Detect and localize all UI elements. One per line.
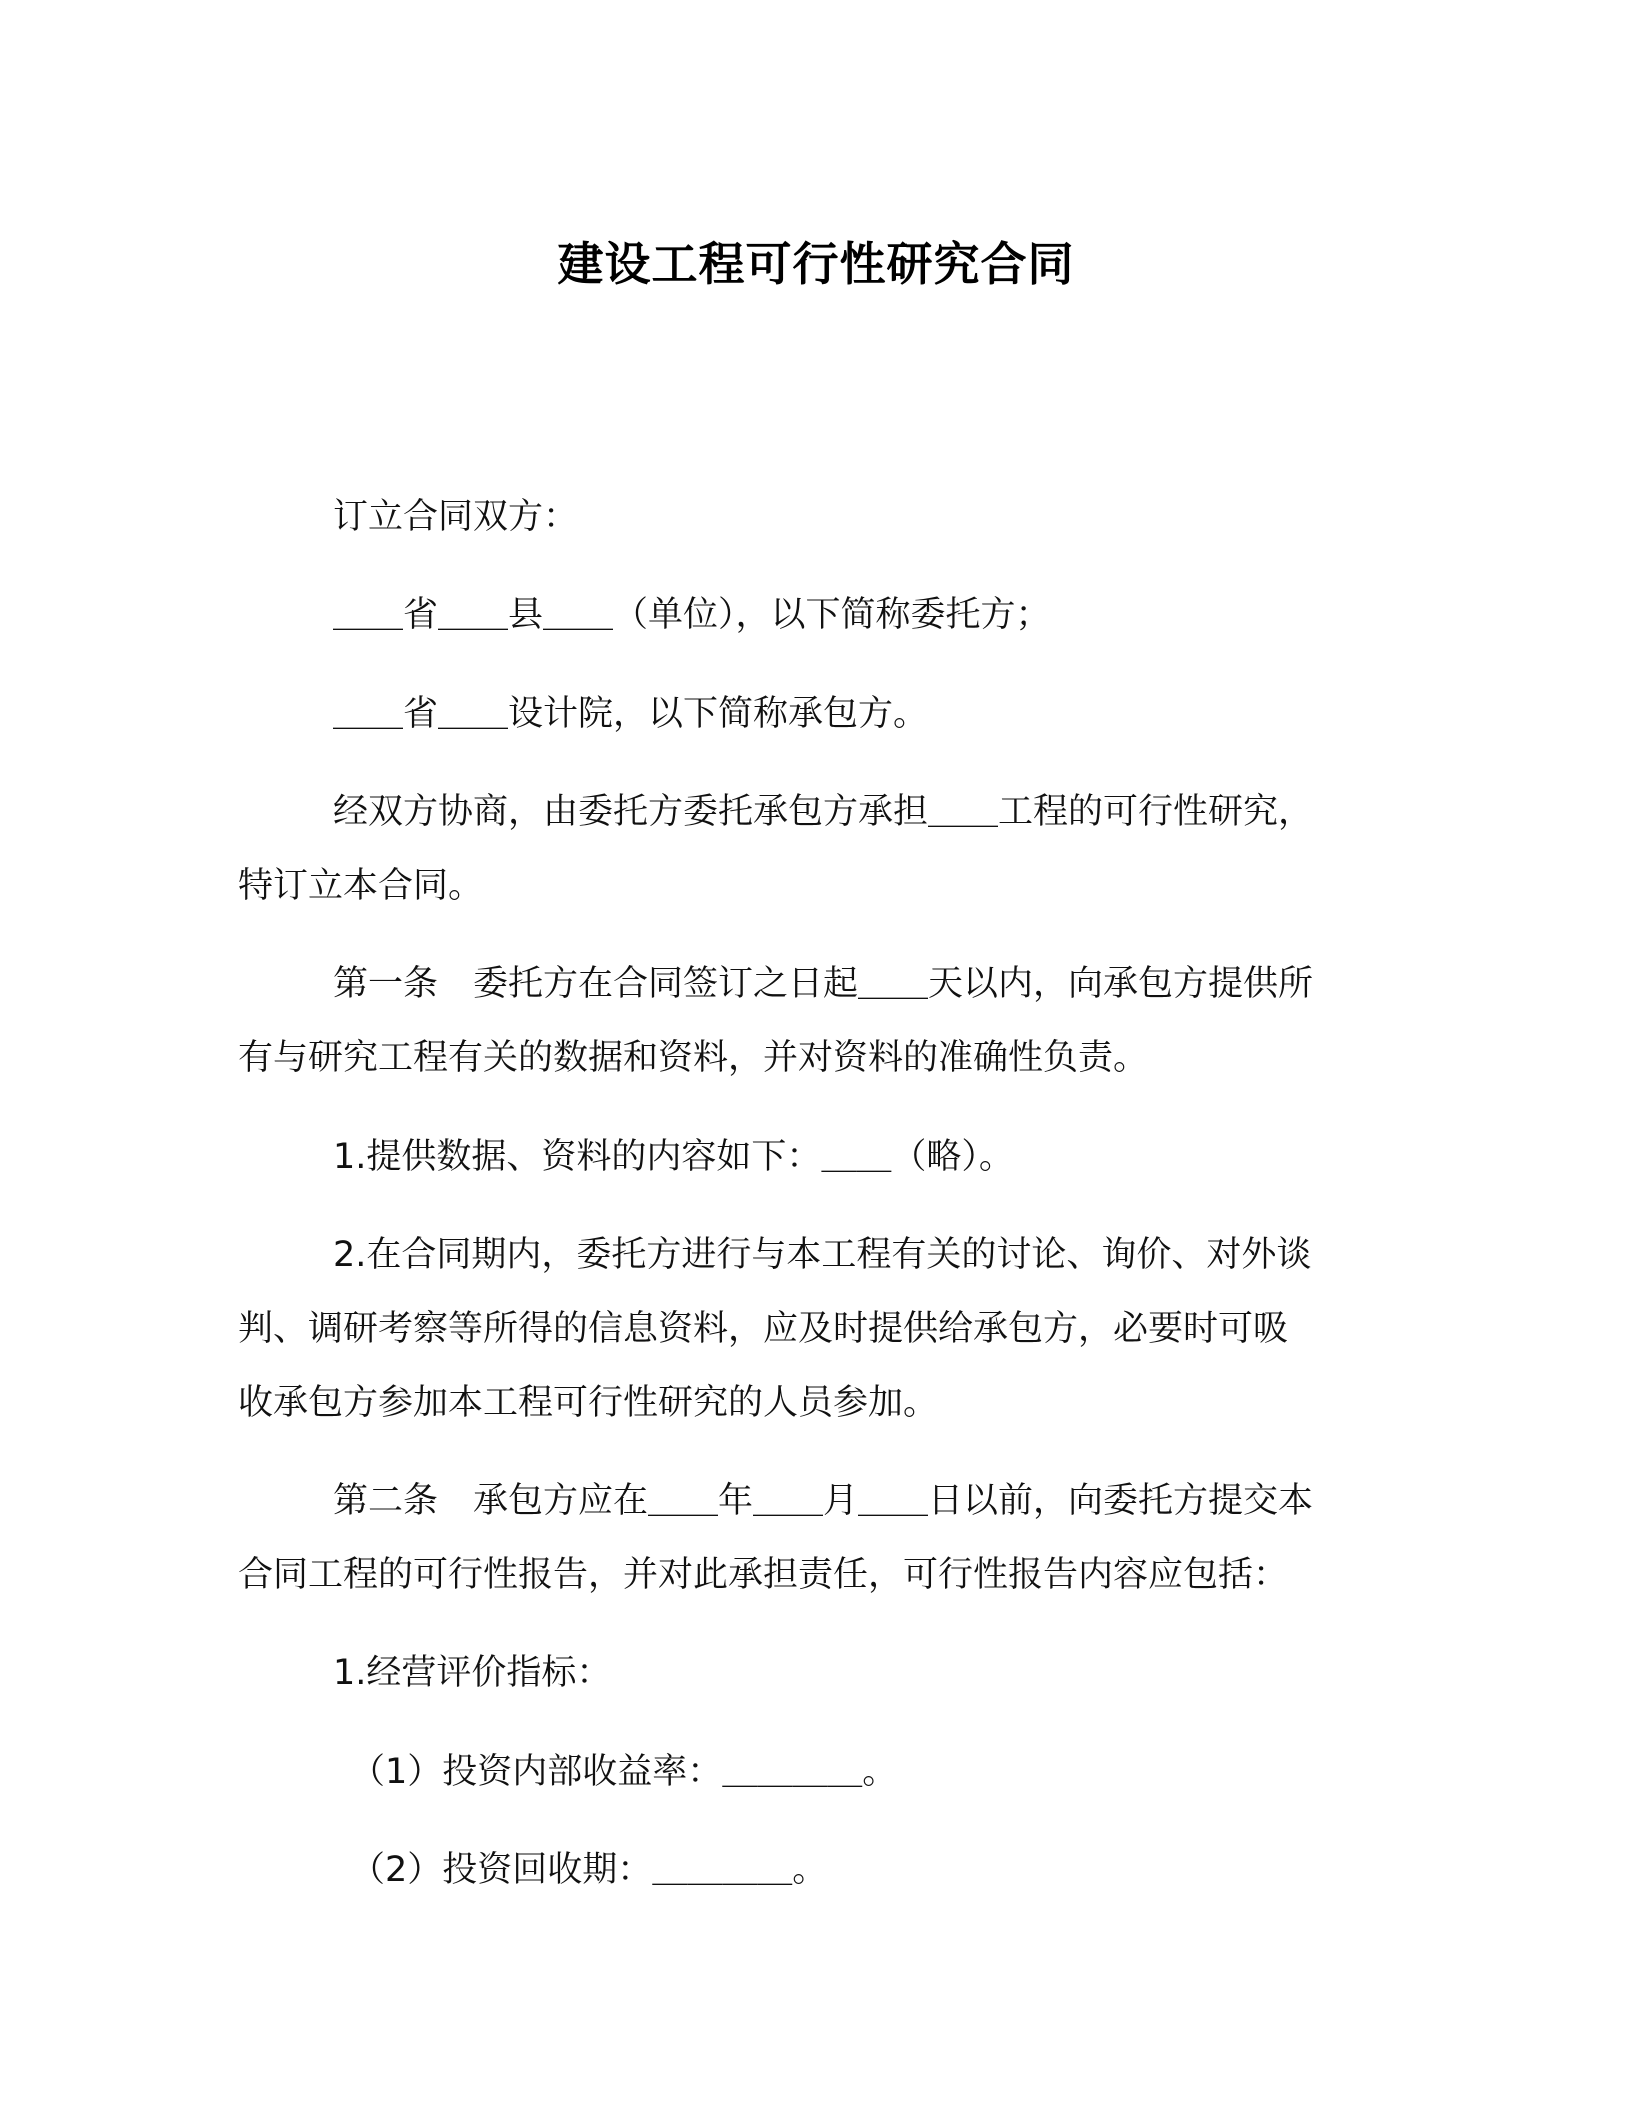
article-1-item-2-line-1: 2.在合同期内，委托方进行与本工程有关的讨论、询价、对外谈 — [333, 1235, 1312, 1275]
party-contractor-line: ＿＿省＿＿设计院，以下简称承包方。 — [333, 694, 929, 734]
article-2-line-2: 合同工程的可行性报告，并对此承担责任，可行性报告内容应包括： — [238, 1555, 1289, 1595]
article-1-item-1: 1.提供数据、资料的内容如下：＿＿（略）。 — [333, 1137, 1014, 1177]
article-2-subitem-2: （2）投资回收期：＿＿＿＿。 — [350, 1850, 828, 1890]
article-1-line-2: 有与研究工程有关的数据和资料，并对资料的准确性负责。 — [238, 1038, 1149, 1078]
document-title: 建设工程可行性研究合同 — [557, 237, 1075, 291]
preamble-line-2: 特订立本合同。 — [238, 866, 484, 906]
party-client-line: ＿＿省＿＿县＿＿（单位），以下简称委托方； — [333, 595, 1051, 635]
parties-heading: 订立合同双方： — [333, 497, 579, 537]
preamble-line-1: 经双方协商，由委托方委托承包方承担＿＿工程的可行性研究， — [333, 792, 1314, 832]
article-1-line-1: 第一条 委托方在合同签订之日起＿＿天以内，向承包方提供所 — [333, 964, 1314, 1004]
article-1-item-2-line-2: 判、调研考察等所得的信息资料，应及时提供给承包方，必要时可吸 — [238, 1309, 1289, 1349]
article-2-subitem-1: （1）投资内部收益率：＿＿＿＿。 — [350, 1752, 898, 1792]
article-1-item-2-line-3: 收承包方参加本工程可行性研究的人员参加。 — [238, 1383, 939, 1423]
article-2-line-1: 第二条 承包方应在＿＿年＿＿月＿＿日以前，向委托方提交本 — [333, 1481, 1314, 1521]
article-2-item-1: 1.经营评价指标： — [333, 1653, 612, 1693]
